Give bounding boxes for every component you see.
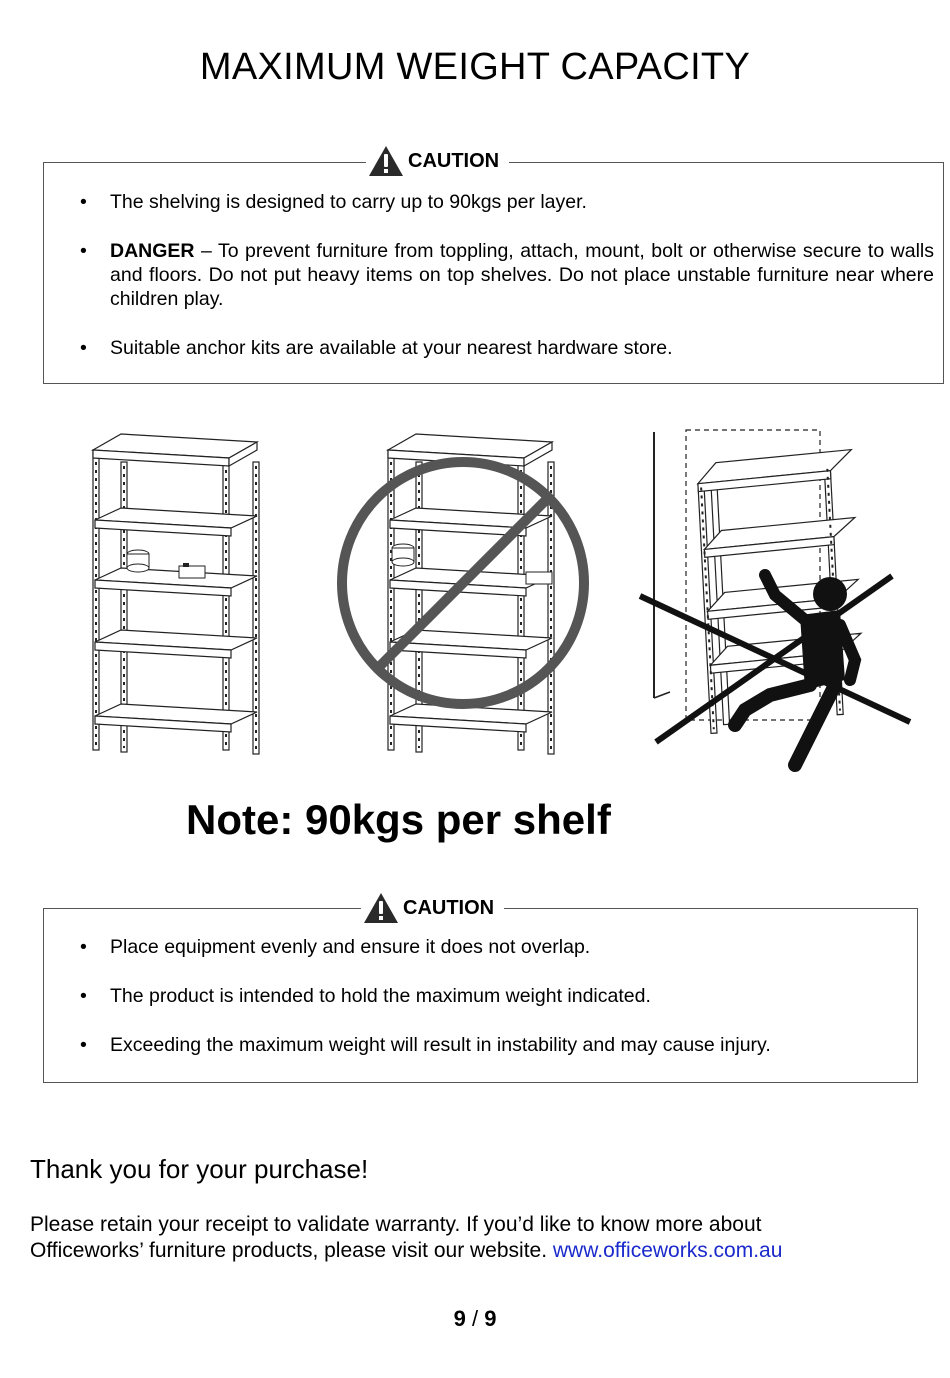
warning-triangle-icon <box>363 892 399 924</box>
caution-box-bottom <box>43 908 918 1083</box>
caution-heading-bottom: CAUTION <box>361 890 504 926</box>
danger-label: DANGER <box>110 240 195 262</box>
warning-triangle-icon <box>368 145 404 177</box>
list-item: • DANGER – To prevent furniture from toppling, attach, mount, bolt or otherwise secure to walls and floors. Do not put heavy items on top shelves. Do not place unstable furniture near where children play. <box>80 240 934 310</box>
website-link[interactable]: www.officeworks.com.au <box>552 1239 783 1262</box>
shelving-illustrations <box>0 410 950 790</box>
list-item: • Suitable anchor kits are available at your nearest hardware store. <box>80 337 673 359</box>
shelf-illustration-correct <box>93 434 259 754</box>
caution-bottom-list <box>44 935 904 1082</box>
page-number: 9 / 9 <box>453 1306 497 1331</box>
list-item: • Place equipment evenly and ensure it does not overlap. <box>80 936 591 958</box>
list-item: • Exceeding the maximum weight will result in instability and may cause injury. <box>80 1034 771 1056</box>
caution-top-list <box>44 190 934 385</box>
caution-heading-top: CAUTION <box>366 143 509 179</box>
list-item: • The shelving is designed to carry up to 90kgs per layer. <box>80 191 587 213</box>
caution-box-top <box>43 162 944 384</box>
page-title: MAXIMUM WEIGHT CAPACITY <box>199 46 751 88</box>
toppling-shelf-illustration <box>640 430 910 765</box>
list-item: • The product is intended to hold the maximum weight indicated. <box>80 985 651 1007</box>
weight-note: Note: 90kgs per shelf <box>186 796 611 843</box>
warranty-text: Please retain your receipt to validate warranty. If you’d like to know more about Officeworks’ furniture products, please visit our website. www.officeworks.com.au <box>30 1213 783 1262</box>
thanks-heading: Thank you for your purchase! <box>30 1154 369 1184</box>
